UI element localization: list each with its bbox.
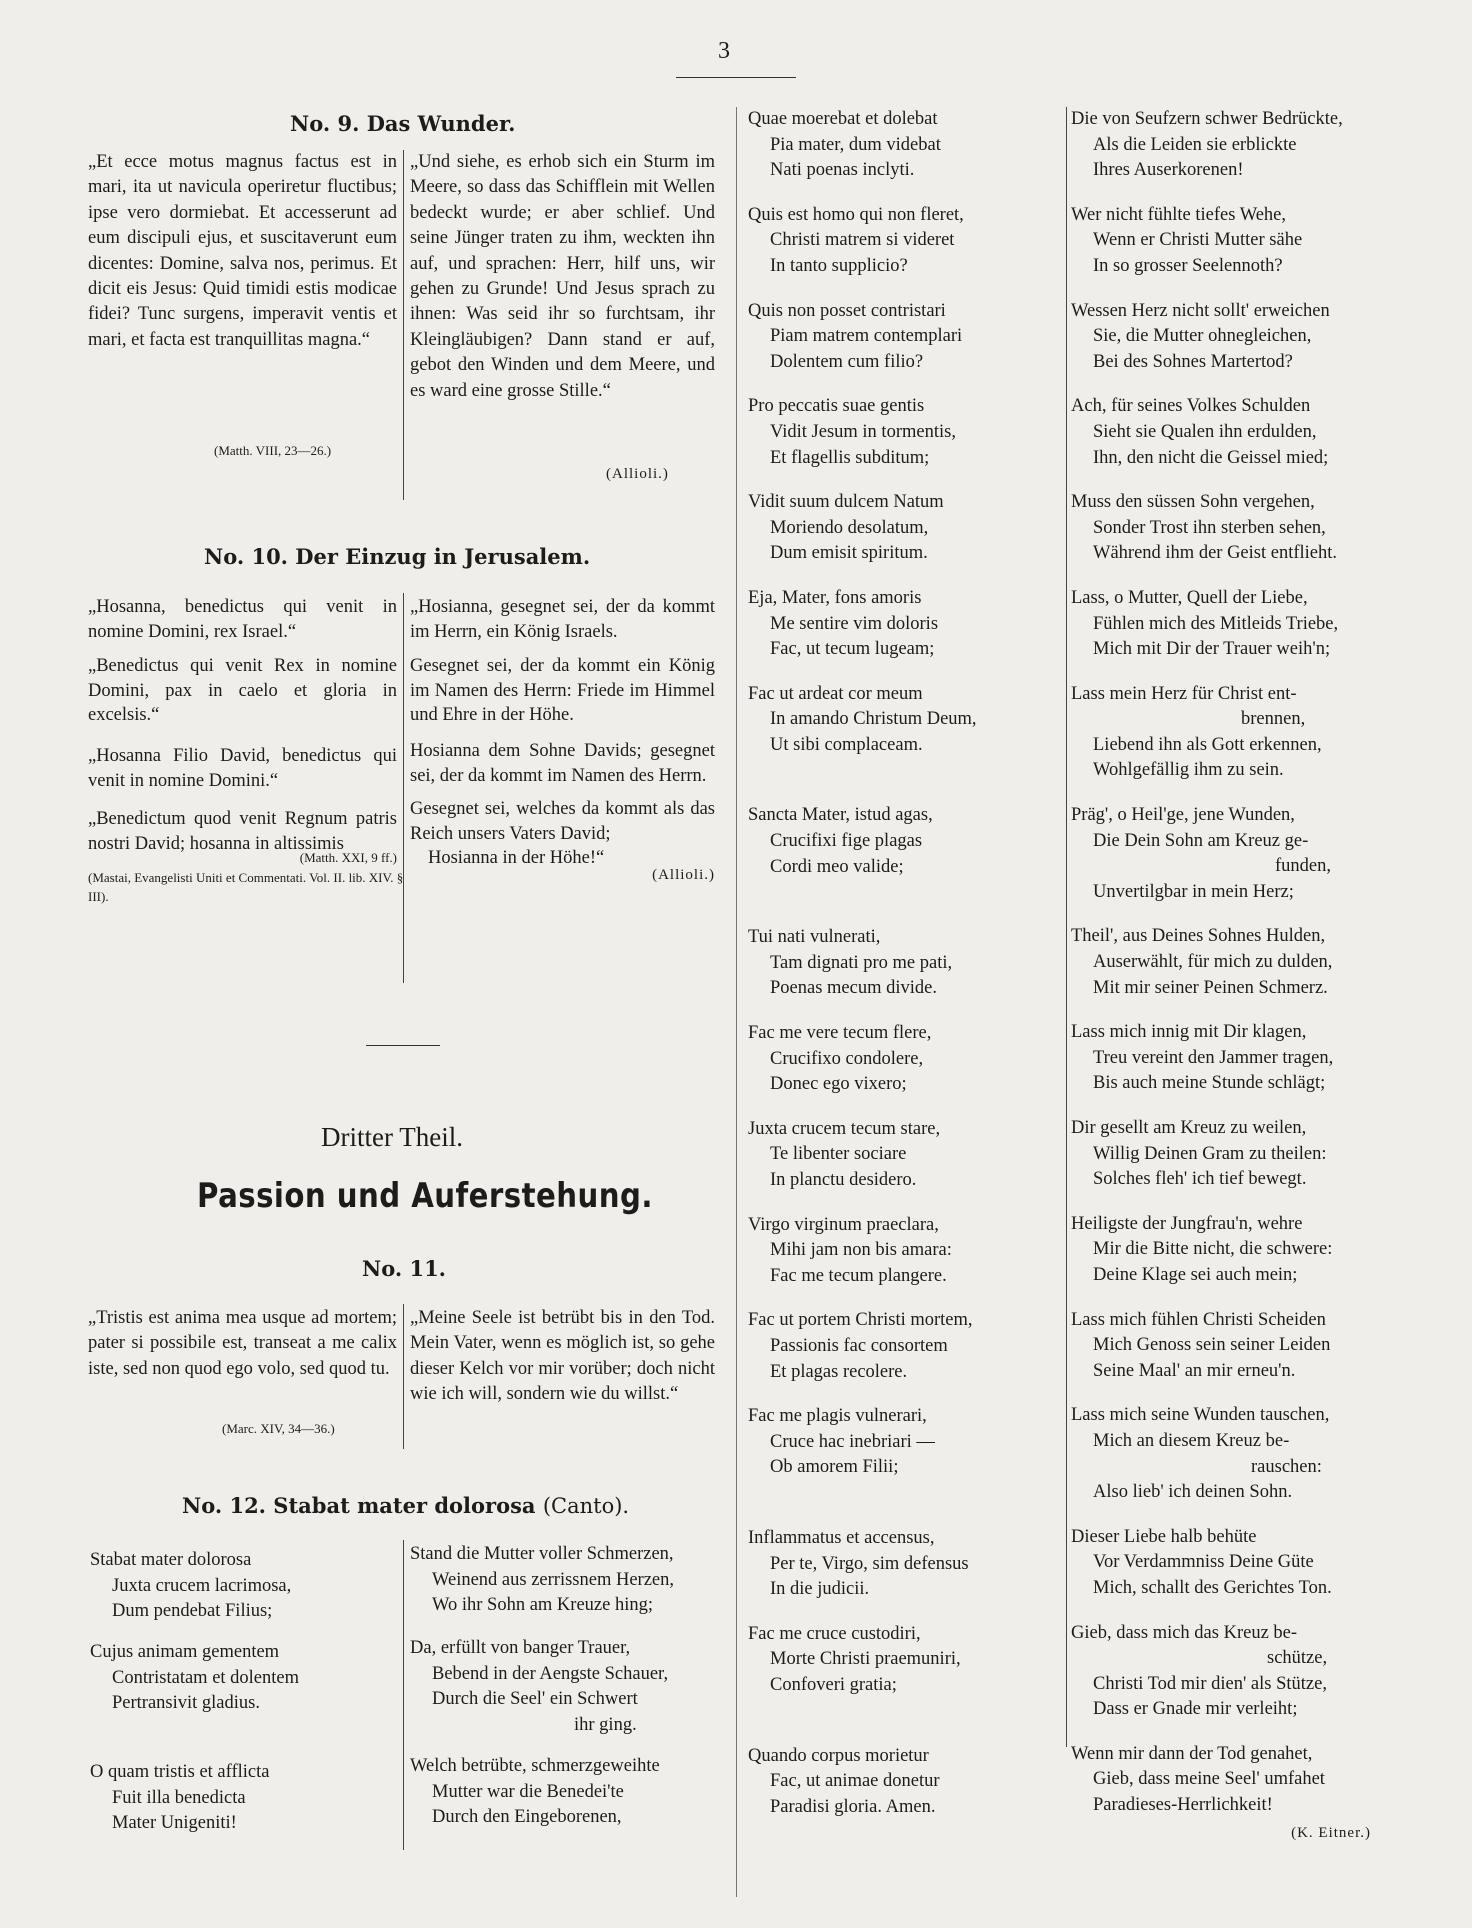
- verse-line: Contristatam et dolentem: [112, 1667, 300, 1688]
- no10-latin-block: [88, 595, 404, 906]
- no9-german-citation: (Allioli.): [606, 466, 669, 482]
- verse-line: Willig Deinen Gram zu theilen:: [1093, 1143, 1327, 1164]
- stabat-german-stanza: [1071, 1621, 1383, 1723]
- verse-line: Durch den Eingeborenen,: [432, 1807, 622, 1828]
- verse-line: Liebend ihn als Gott erkennen,: [1093, 734, 1322, 755]
- verse-line: Cordi meo valide;: [770, 856, 904, 877]
- no9-latin-citation: (Matth. VIII, 23—26.): [214, 443, 332, 458]
- no10-german-verse: „Hosianna, gesegnet sei, der da kommt im Herrn, ein König Israels.: [410, 597, 715, 642]
- verse-line: Mich Genoss sein seiner Leiden: [1093, 1335, 1331, 1356]
- verse-line: Mir die Bitte nicht, die schwere:: [1093, 1239, 1333, 1260]
- verse-line: In tanto supplicio?: [770, 255, 908, 276]
- section-separator: [366, 1045, 440, 1046]
- verse-line: Sie, die Mutter ohnegleichen,: [1093, 326, 1312, 347]
- stabat-latin-stanza: [748, 1526, 1058, 1603]
- verse-line: Dum pendebat Filius;: [112, 1601, 273, 1622]
- stabat-german-stanza: [1071, 1403, 1383, 1505]
- stabat-german-stanza: [1071, 1116, 1383, 1193]
- verse-line: Fac ut ardeat cor meum: [748, 683, 923, 704]
- verse-line: Unvertilgbar in mein Herz;: [1093, 881, 1294, 902]
- verse-line: Wer nicht fühlte tiefes Wehe,: [1071, 204, 1286, 225]
- verse-line: Deine Klage sei auch mein;: [1093, 1264, 1298, 1285]
- verse-line: ihr ging.: [574, 1714, 637, 1735]
- verse-line: Piam matrem contemplari: [770, 326, 963, 347]
- verse-line: Juxta crucem tecum stare,: [748, 1118, 941, 1139]
- verse-line: Per te, Virgo, sim defensus: [770, 1553, 969, 1574]
- verse-line: Ut sibi complaceam.: [770, 734, 923, 755]
- stabat-latin-stanza: [748, 586, 1058, 663]
- stabat-latin-stanza: [748, 1021, 1058, 1098]
- part-title: Dritter Theil.: [321, 1122, 463, 1152]
- verse-line: Moriendo desolatum,: [770, 517, 929, 538]
- no12-heading-title: No. 12. Stabat mater dolorosa: [182, 1493, 536, 1518]
- stabat-german-stanza: [410, 1754, 660, 1831]
- verse-line: Ihres Auserkorenen!: [1093, 160, 1244, 181]
- verse-line: Da, erfüllt von banger Trauer,: [410, 1638, 631, 1658]
- verse-line: Mich, schallt des Gerichtes Ton.: [1093, 1577, 1332, 1598]
- no10-german-citation: (Allioli.): [652, 866, 715, 883]
- header-rule: [676, 77, 796, 78]
- verse-line: Vidit suum dulcem Natum: [748, 492, 944, 513]
- verse-line: Die von Seufzern schwer Bedrückte,: [1071, 109, 1343, 129]
- verse-line: Lass mich fühlen Christi Scheiden: [1071, 1309, 1326, 1330]
- verse-line: Virgo virginum praeclara,: [748, 1214, 939, 1235]
- verse-line: Vidit Jesum in tormentis,: [770, 421, 956, 442]
- verse-line: Nati poenas inclyti.: [770, 160, 915, 181]
- verse-line: Vor Verdammniss Deine Güte: [1093, 1552, 1314, 1573]
- verse-line: Ob amorem Filii;: [770, 1457, 899, 1478]
- verse-line: Mich mit Dir der Trauer weih'n;: [1093, 639, 1331, 660]
- no11-latin-text: „Tristis est anima mea usque ad mortem; pater si possibile est, transeat a me calix iste, sed non quod ego volo, sed quod tu.: [88, 1308, 397, 1379]
- verse-line: Quis non posset contristari: [748, 300, 946, 321]
- stabat-german-stanza: [1071, 1020, 1383, 1097]
- verse-line: Mater Unigeniti!: [112, 1813, 237, 1834]
- no10-latin-verse: „Benedictus qui venit Rex in nomine Domini, pax in caelo et gloria in excelsis.“: [88, 656, 397, 726]
- stabat-latin-stanza: [90, 1548, 291, 1625]
- verse-line: brennen,: [1241, 709, 1306, 730]
- stabat-german-stanza: [1071, 490, 1383, 567]
- verse-line: Fühlen mich des Mitleids Triebe,: [1093, 613, 1339, 634]
- stabat-latin-stanza: [748, 394, 1058, 471]
- stabat-latin-stanza: [748, 1117, 1058, 1194]
- no11-latin-citation: (Marc. XIV, 34—36.): [222, 1421, 335, 1436]
- center-column-rule: [736, 107, 737, 1897]
- no10-german-verse: Gesegnet sei, welches da kommt als das Reich unsers Vaters David;: [410, 799, 715, 844]
- verse-line: Dieser Liebe halb behüte: [1071, 1526, 1257, 1547]
- verse-line: schütze,: [1267, 1648, 1328, 1669]
- verse-line: Sieht sie Qualen ihn erdulden,: [1093, 421, 1317, 442]
- no11-german-text: „Meine Seele ist betrübt bis in den Tod. Mein Vater, wenn es möglich ist, so gehe dieser Kelch vor mir vorüber; doch nicht wie ich will, sondern wie du willst.“: [410, 1308, 715, 1405]
- verse-line: Cruce hac inebriari —: [770, 1431, 935, 1452]
- verse-line: Sancta Mater, istud agas,: [748, 805, 933, 826]
- verse-line: Fac me plagis vulnerari,: [748, 1406, 927, 1427]
- verse-line: Also lieb' ich deinen Sohn.: [1093, 1482, 1293, 1503]
- verse-line: In amando Christum Deum,: [770, 709, 977, 730]
- verse-line: Pro peccatis suae gentis: [748, 396, 925, 417]
- stabat-latin-stanza: [748, 1404, 1058, 1481]
- verse-line: Te libenter sociare: [770, 1144, 907, 1165]
- verse-line: O quam tristis et afflicta: [90, 1762, 270, 1782]
- verse-line: Als die Leiden sie erblickte: [1093, 134, 1297, 155]
- stabat-german-stanza: [1071, 682, 1383, 784]
- no10-column-divider: [403, 593, 404, 983]
- stabat-german-stanza: [410, 1542, 674, 1619]
- no12-column-divider: [403, 1540, 404, 1850]
- verse-line: Inflammatus et accensus,: [748, 1527, 935, 1548]
- no9-latin-text: „Et ecce motus magnus factus est in mari, ita ut navicula operiretur fluctibus; ipse vero dormiebat. Et accesserunt ad eum discipuli ejus, et suscitaverunt eum dicentes: Domine, salva nos, perimus. Et dicit eis Jesus: Quid timidi estis modicae fidei? Tunc surgens, imperavit ventis et mari, et facta est tranquillitas magna.“: [88, 152, 397, 350]
- verse-line: Fac ut portem Christi mortem,: [748, 1310, 973, 1331]
- verse-line: Fac me cruce custodiri,: [748, 1623, 921, 1644]
- no10-german-verse: Gesegnet sei, der da kommt ein König im Namen des Herrn: Friede im Himmel und Ehre in der Höhe.: [410, 656, 715, 726]
- stabat-german-column: [1071, 107, 1383, 1842]
- no11-column-divider: [403, 1304, 404, 1449]
- verse-line: Mit mir seiner Peinen Schmerz.: [1093, 977, 1328, 998]
- verse-line: Pia mater, dum videbat: [770, 134, 941, 155]
- verse-line: Fac me vere tecum flere,: [748, 1023, 932, 1044]
- verse-line: Me sentire vim doloris: [770, 613, 939, 634]
- verse-line: Christi matrem si videret: [770, 230, 955, 251]
- verse-line: Mich an diesem Kreuz be-: [1093, 1430, 1290, 1451]
- right-column-divider: [1066, 107, 1067, 1747]
- verse-line: Confoveri gratia;: [770, 1674, 897, 1695]
- verse-line: Christi Tod mir dien' als Stütze,: [1093, 1673, 1327, 1694]
- stabat-german-stanza: [1071, 803, 1383, 905]
- page-number: 3: [718, 38, 730, 64]
- verse-line: Lass, o Mutter, Quell der Liebe,: [1071, 587, 1308, 608]
- verse-line: Fac me tecum plangere.: [770, 1265, 947, 1286]
- verse-line: Seine Maal' an mir erneu'n.: [1093, 1360, 1296, 1381]
- stabat-german-stanza: [1071, 1525, 1383, 1602]
- verse-line: Wohlgefällig ihm zu sein.: [1093, 760, 1284, 781]
- verse-line: Eja, Mater, fons amoris: [748, 587, 922, 608]
- no9-heading: No. 9. Das Wunder.: [290, 111, 516, 136]
- no9-column-divider: [403, 150, 404, 500]
- verse-line: Während ihm der Geist entflieht.: [1093, 543, 1338, 564]
- verse-line: Crucifixo condolere,: [770, 1048, 924, 1069]
- verse-line: rauschen:: [1251, 1456, 1322, 1477]
- verse-line: Gieb, dass meine Seel' umfahet: [1093, 1769, 1325, 1790]
- stabat-latin-stanza: [748, 299, 1058, 376]
- verse-line: In so grosser Seelennoth?: [1093, 255, 1283, 276]
- verse-line: Juxta crucem lacrimosa,: [112, 1575, 292, 1596]
- verse-line: Tam dignati pro me pati,: [770, 952, 953, 973]
- verse-line: Ihn, den nicht die Geissel mied;: [1093, 447, 1329, 468]
- verse-line: Pertransivit gladius.: [112, 1693, 260, 1714]
- verse-line: Ach, für seines Volkes Schulden: [1071, 396, 1311, 417]
- no10-german-verse: Hosianna dem Sohne Davids; gesegnet sei, der da kommt im Namen des Herrn.: [410, 740, 715, 786]
- verse-line: Tui nati vulnerati,: [748, 927, 881, 948]
- verse-line: Treu vereint den Jammer tragen,: [1093, 1047, 1334, 1068]
- verse-line: Bebend in der Aengste Schauer,: [432, 1663, 669, 1684]
- verse-line: Dolentem cum filio?: [770, 351, 924, 372]
- stabat-latin-column: [748, 107, 1058, 1820]
- no9-german-text: „Und siehe, es erhob sich ein Sturm im Meere, so dass das Schifflein mit Wellen bedeckt wurde; er aber schlief. Und seine Jünger traten zu ihm, weckten ihn auf, und sprachen: Herr, hilf uns, wir gehen zu Grunde! Und Jesus sprach zu ihnen: Was seid ihr so furchtsam, ihr Kleingläubigen? Dann stand er auf, gebot den Winden und dem Meere, und es ward eine grosse Stille.“: [410, 152, 715, 401]
- verse-line: Quando corpus morietur: [748, 1745, 929, 1766]
- verse-line: Stabat mater dolorosa: [90, 1550, 252, 1570]
- no10-heading: No. 10. Der Einzug in Jerusalem.: [204, 544, 591, 569]
- verse-line: Mihi jam non bis amara:: [770, 1240, 952, 1261]
- verse-line: Fac, ut animae donetur: [770, 1771, 940, 1792]
- verse-line: Bei des Sohnes Martertod?: [1093, 351, 1293, 372]
- part-subtitle: Passion und Auferstehung.: [197, 1176, 653, 1216]
- verse-line: Bis auch meine Stunde schlägt;: [1093, 1073, 1326, 1094]
- verse-line: Lass mich seine Wunden tauschen,: [1071, 1405, 1330, 1426]
- verse-line: Fac, ut tecum lugeam;: [770, 639, 935, 660]
- verse-line: Poenas mecum divide.: [770, 978, 937, 999]
- verse-line: Sonder Trost ihn sterben sehen,: [1093, 517, 1326, 538]
- no12-heading: [182, 1493, 629, 1518]
- stabat-latin-stanza: [748, 1744, 1058, 1821]
- no11-heading: No. 11.: [362, 1256, 446, 1281]
- verse-line: Präg', o Heil'ge, jene Wunden,: [1071, 805, 1295, 826]
- verse-line: Crucifixi fige plagas: [770, 831, 923, 852]
- no10-latin-verse: „Hosanna Filio David, benedictus qui venit in nomine Domini.“: [88, 745, 397, 791]
- no10-latin-verse: „Hosanna, benedictus qui venit in nomine Domini, rex Israel.“: [88, 597, 397, 642]
- stabat-latin-stanza: [748, 1213, 1058, 1290]
- stabat-latin-stanza: [748, 803, 1058, 880]
- verse-line: In die judicii.: [770, 1579, 870, 1600]
- verse-line: Cujus animam gementem: [90, 1642, 280, 1662]
- verse-line: Heiligste der Jungfrau'n, wehre: [1071, 1213, 1303, 1234]
- stabat-latin-stanza: [748, 682, 1058, 759]
- verse-line: Stand die Mutter voller Schmerzen,: [410, 1544, 674, 1564]
- no10-latin-citation: (Matth. XXI, 9 ff.): [299, 850, 397, 866]
- no10-latin-citation-source: (Mastai, Evangelisti Uniti et Commentati. Vol. II. lib. XIV. § III).: [88, 870, 404, 905]
- verse-line: Wenn mir dann der Tod genahet,: [1071, 1743, 1313, 1764]
- stabat-latin-stanza: [748, 1622, 1058, 1699]
- no10-latin-verse: „Benedictum quod venit Regnum patris nostri David; hosanna in altissimis: [88, 809, 397, 854]
- eitner-citation: (K. Eitner.): [1291, 1824, 1371, 1841]
- stabat-german-stanza: [1071, 586, 1383, 663]
- verse-line: Passionis fac consortem: [770, 1335, 948, 1356]
- no10-german-verse: Hosianna in der Höhe!“: [428, 848, 605, 869]
- verse-line: Die Dein Sohn am Kreuz ge-: [1093, 830, 1309, 851]
- verse-line: Welch betrübte, schmerzgeweihte: [410, 1756, 660, 1776]
- verse-line: Lass mein Herz für Christ ent-: [1071, 683, 1297, 704]
- verse-line: Mutter war die Benedei'te: [432, 1781, 624, 1802]
- stabat-german-stanza: [1071, 203, 1383, 280]
- verse-line: Gieb, dass mich das Kreuz be-: [1071, 1622, 1298, 1643]
- verse-line: Dum emisit spiritum.: [770, 543, 928, 564]
- verse-line: Wenn er Christi Mutter sähe: [1093, 230, 1303, 251]
- stabat-latin-stanza: [748, 203, 1058, 280]
- stabat-latin-stanza: [748, 490, 1058, 567]
- verse-line: Paradieses-Herrlichkeit!: [1093, 1795, 1273, 1816]
- stabat-latin-stanza: [748, 107, 1058, 184]
- stabat-latin-stanza: [90, 1640, 299, 1717]
- stabat-german-stanza: [1071, 1308, 1383, 1385]
- verse-line: Morte Christi praemuniri,: [770, 1649, 961, 1670]
- verse-line: Paradisi gloria. Amen.: [770, 1796, 936, 1817]
- verse-line: Theil', aus Deines Sohnes Hulden,: [1071, 926, 1326, 947]
- verse-line: In planctu desidero.: [770, 1170, 917, 1190]
- stabat-german-stanza: [1071, 394, 1383, 471]
- verse-line: Weinend aus zerrissnem Herzen,: [432, 1569, 674, 1590]
- verse-line: Donec ego vixero;: [770, 1074, 907, 1095]
- stabat-german-stanza: [1071, 299, 1383, 376]
- verse-line: Dass er Gnade mir verleiht;: [1093, 1699, 1298, 1720]
- verse-line: Lass mich innig mit Dir klagen,: [1071, 1022, 1307, 1043]
- stabat-german-stanza: [1071, 924, 1383, 1001]
- verse-line: Wessen Herz nicht sollt' erweichen: [1071, 300, 1330, 321]
- verse-line: Et flagellis subditum;: [770, 447, 930, 468]
- verse-line: Auserwählt, für mich zu dulden,: [1093, 952, 1333, 973]
- no12-heading-voice: (Canto).: [542, 1494, 630, 1518]
- stabat-german-stanza: [1071, 1212, 1383, 1289]
- verse-line: Muss den süssen Sohn vergehen,: [1071, 492, 1315, 513]
- verse-line: Wo ihr Sohn am Kreuze hing;: [432, 1595, 653, 1616]
- stabat-latin-stanza: [748, 1308, 1058, 1385]
- verse-line: Et plagas recolere.: [770, 1361, 908, 1382]
- stabat-latin-stanza: [748, 925, 1058, 1002]
- verse-line: Fuit illa benedicta: [112, 1787, 246, 1808]
- verse-line: Quae moerebat et dolebat: [748, 109, 938, 129]
- stabat-latin-stanza: [90, 1760, 269, 1837]
- verse-line: Quis est homo qui non fleret,: [748, 204, 964, 225]
- verse-line: funden,: [1275, 856, 1331, 877]
- stabat-german-stanza: [1071, 1742, 1383, 1819]
- verse-line: Solches fleh' ich tief bewegt.: [1093, 1169, 1307, 1190]
- verse-line: Durch die Seel' ein Schwert: [432, 1689, 638, 1710]
- stabat-german-stanza: [410, 1636, 668, 1738]
- no10-german-block: [410, 595, 715, 884]
- verse-line: Dir gesellt am Kreuz zu weilen,: [1071, 1118, 1307, 1138]
- stabat-german-stanza: [1071, 107, 1383, 184]
